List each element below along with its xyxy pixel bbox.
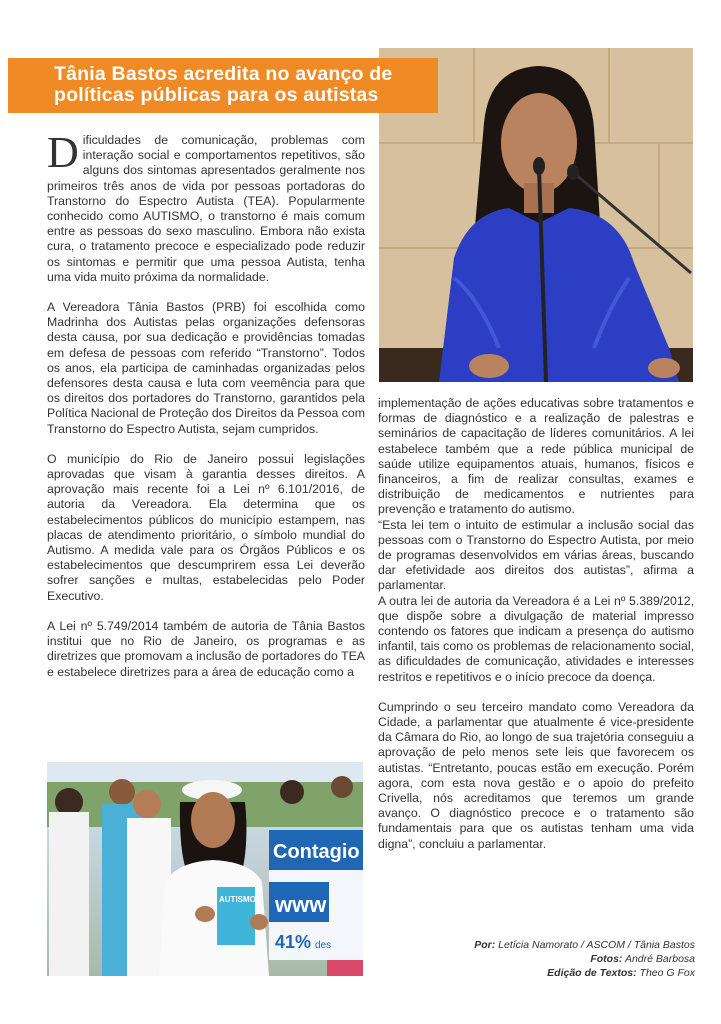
article-title-line-1: Tânia Bastos acredita no avanço de (54, 63, 393, 85)
article-title-line-2: políticas públicas para os autistas (54, 84, 379, 106)
banner-percent-text: 41% (275, 932, 312, 952)
article-title-band (8, 58, 438, 113)
banner-des-text: des (315, 940, 332, 951)
right-column (378, 396, 694, 867)
article-title (54, 64, 428, 106)
paragraph-madrinha: A Vereadora Tânia Bastos (PRB) foi escolhida como Madrinha dos Autistas pelas organizações defensoras desta causa, por sua dedicação e providências tomadas em defesa de pessoas com referido “Transtorno”. Todos os anos, ela participa de caminhadas organizadas pelos defensores desta causa e luta com veemência para que os direitos dos portadores do Transtorno, garantidos pela Política Nacional de Proteção dos Direitos da Pessoa com Transtorno do Espectro Autista, sejam cumpridos. (47, 300, 365, 436)
paragraph-intro-text: ificuldades de comunicação, problemas com interação social e comportamentos repetitivos, são alguns dos sintomas apresentados geralmente nos primeiros três anos de vida por pessoas portadoras do Transtorno do Espectro Autista (TEA). Popularmente conhecido como AUTISMO, o transtorno é mais comum entre as pessoas do sexo masculino. Embora não exista cura, o tratamento precoce e especializado pode reduzir os sintomas e permitir que uma pessoa Autista, tenha uma vida muito próxima da normalidade. (47, 133, 365, 284)
paragraph-mandato: Cumprindo o seu terceiro mandato como Vereadora da Cidade, a parlamentar que atualmente é vice-presidente da Câmara do Rio, ao longo de sua trajetória conseguiu a aprovação de pelo menos sete leis que favorecem os autistas. “Entretanto, poucas estão em execução. Porém agora, com esta nova gestão e o apoio do prefeito Crivella, nós acreditamos que teremos um grande avanço. O diagnóstico precoce e o tratamento são fundamentais para que os autistas tenham uma vida digna”, concluiu a parlamentar. (378, 699, 694, 851)
photo-crowd (47, 762, 363, 976)
crowd-illustration (47, 762, 363, 976)
paragraph-intro (47, 128, 365, 285)
paragraph-quote-inclusao: “Esta lei tem o intuito de estimular a inclusão social das pessoas com o Transtorno do Espectro Autista, por meio de programas desenvolvidos em várias áreas, buscando dar efetividade aos direitos dos autistas”, afirma a parlamentar. (378, 517, 694, 593)
paragraph-lei-5749: A Lei nº 5.749/2014 também de autoria de Tânia Bastos institui que no Rio de Janeiro, os programas e as diretrizes que promovam a inclusão de portadores do TEA e estabelece diretrizes para a área de educação como a (47, 618, 365, 679)
banner-contagio-text: Contagio (273, 841, 360, 863)
credits (474, 938, 695, 980)
paragraph-legislacao: O município do Rio de Janeiro possui legislações aprovadas que visam à garantia desses direitos. A aprovação mais recente foi a Lei nº 6.101/2016, de autoria da Vereadora. Ela determina que os estabelecimentos públicos do município estampem, nas placas de atendimento prioritário, o símbolo mundial do Autismo. A medida vale para os Órgãos Públicos e os estabelecimentos que descumprirem essa Lei deverão sofrer sanções e multas, estabelecidas pelo Poder Executivo. (47, 451, 365, 603)
credit-photos-value: André Barbosa (624, 953, 695, 965)
credit-editing-value: Theo G Fox (639, 967, 695, 979)
credit-editing (474, 966, 695, 980)
drop-cap: D (47, 128, 79, 177)
credit-author-value: Letícia Namorato / ASCOM / Tânia Bastos (498, 939, 695, 951)
paragraph-lei-5389: A outra lei de autoria da Vereadora é a Lei nº 5.389/2012, que dispõe sobre a divulgação de material impresso contendo os fatores que indicam a presença do autismo infantil, tais como os problemas de relacionamento social, as dificuldades de comunicação, atividades e interesses restritos e repetitivos e o início precoce da doença. (378, 593, 694, 684)
credit-photos (474, 952, 695, 966)
credit-photos-label: Fotos: (590, 953, 623, 965)
credit-author-label: Por: (474, 939, 496, 951)
banner-www-text: www (275, 892, 327, 917)
credit-editing-label: Edição de Textos: (547, 967, 637, 979)
credit-author (474, 938, 695, 952)
booklet-title: AUTISMO (219, 895, 256, 904)
paragraph-implementacao: implementação de ações educativas sobre tratamentos e formas de diagnóstico e a realização de palestras e seminários de capacitação de líderes comunitários. A lei estabelece também que a rede pública municipal de saúde utilize equipamentos atuais, humanos, físicos e financeiros, a fim de realizar consultas, exames e distribuição de medicamentos e nutrientes para prevenção e tratamento do autismo. (378, 396, 694, 517)
left-column (47, 128, 365, 695)
